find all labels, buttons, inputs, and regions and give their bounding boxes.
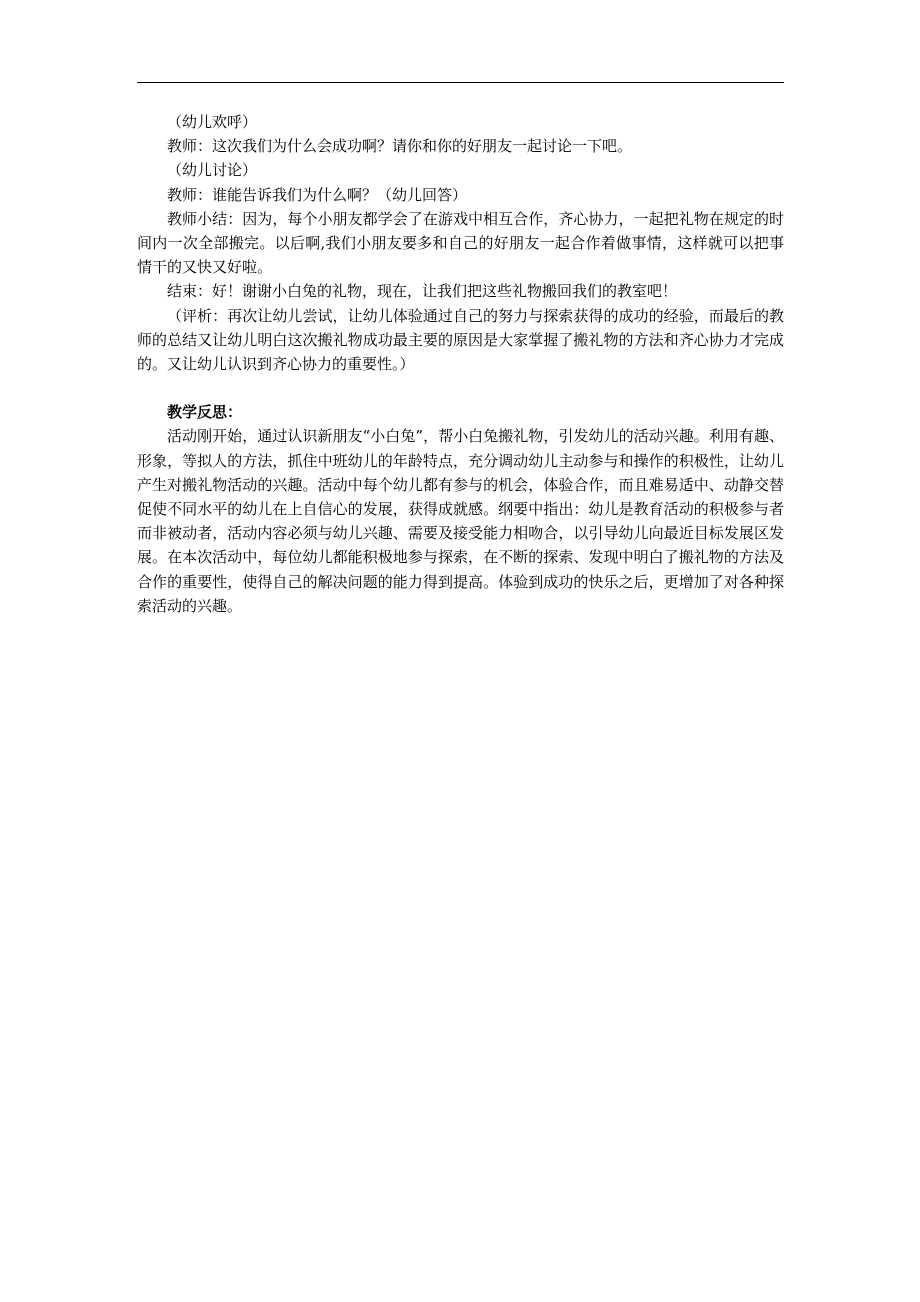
paragraph-commentary: （评析：再次让幼儿尝试，让幼儿体验通过自己的努力与探索获得的成功的经验，而最后的教师的总结又让幼儿明白这次搬礼物成功最主要的原因是大家掌握了搬礼物的方法和齐心协力才完成的。又让幼儿认识到齐心协力的重要性。） <box>137 306 784 374</box>
document-body <box>137 110 784 618</box>
paragraph-children-cheer: （幼儿欢呼） <box>167 113 258 131</box>
paragraph-teacher-question: 教师：这次我们为什么会成功啊？请你和你的好朋友一起讨论一下吧。 <box>167 137 633 156</box>
header-rule <box>137 82 784 83</box>
paragraph-children-discuss: （幼儿讨论） <box>167 161 258 180</box>
reflection-body: 活动刚开始，通过认识新朋友“小白兔”，帮小白兔搬礼物，引发幼儿的活动兴趣。利用有趣、形象，等拟人的方法，抓住中班幼儿的年龄特点，充分调动幼儿主动参与和操作的积极性，让幼儿产生对搬礼物活动的兴趣。活动中每个幼儿都有参与的机会，体验合作，而且难易适中、动静交替促使不同水平的幼儿在上自信心的发展，获得成就感。纲要中指出：幼儿是教育活动的积极参与者而非被动者，活动内容必须与幼儿兴趣、需要及接受能力相吻合，以引导幼儿向最近目标发展区发展。在本次活动中，每位幼儿都能积极地参与探索，在不断的探索、发现中明白了搬礼物的方法及合作的重要性，使得自己的解决问题的能力得到提高。体验到成功的快乐之后，更增加了对各种探索活动的兴趣。 <box>137 427 784 615</box>
reflection-heading: 教学反思： <box>167 403 243 422</box>
paragraph-teacher-ask-why: 教师：谁能告诉我们为什么啊？（幼儿回答） <box>167 185 468 204</box>
paragraph-ending: 结束：好！谢谢小白兔的礼物，现在，让我们把这些礼物搬回我们的教室吧！ <box>167 282 678 301</box>
paragraph-teacher-summary: 教师小结：因为，每个小朋友都学会了在游戏中相互合作，齐心协力，一起把礼物在规定的时间内一次全部搬完。以后啊,我们小朋友要多和自己的好朋友一起合作着做事情，这样就可以把事情干的又快又好啦。 <box>137 209 784 277</box>
